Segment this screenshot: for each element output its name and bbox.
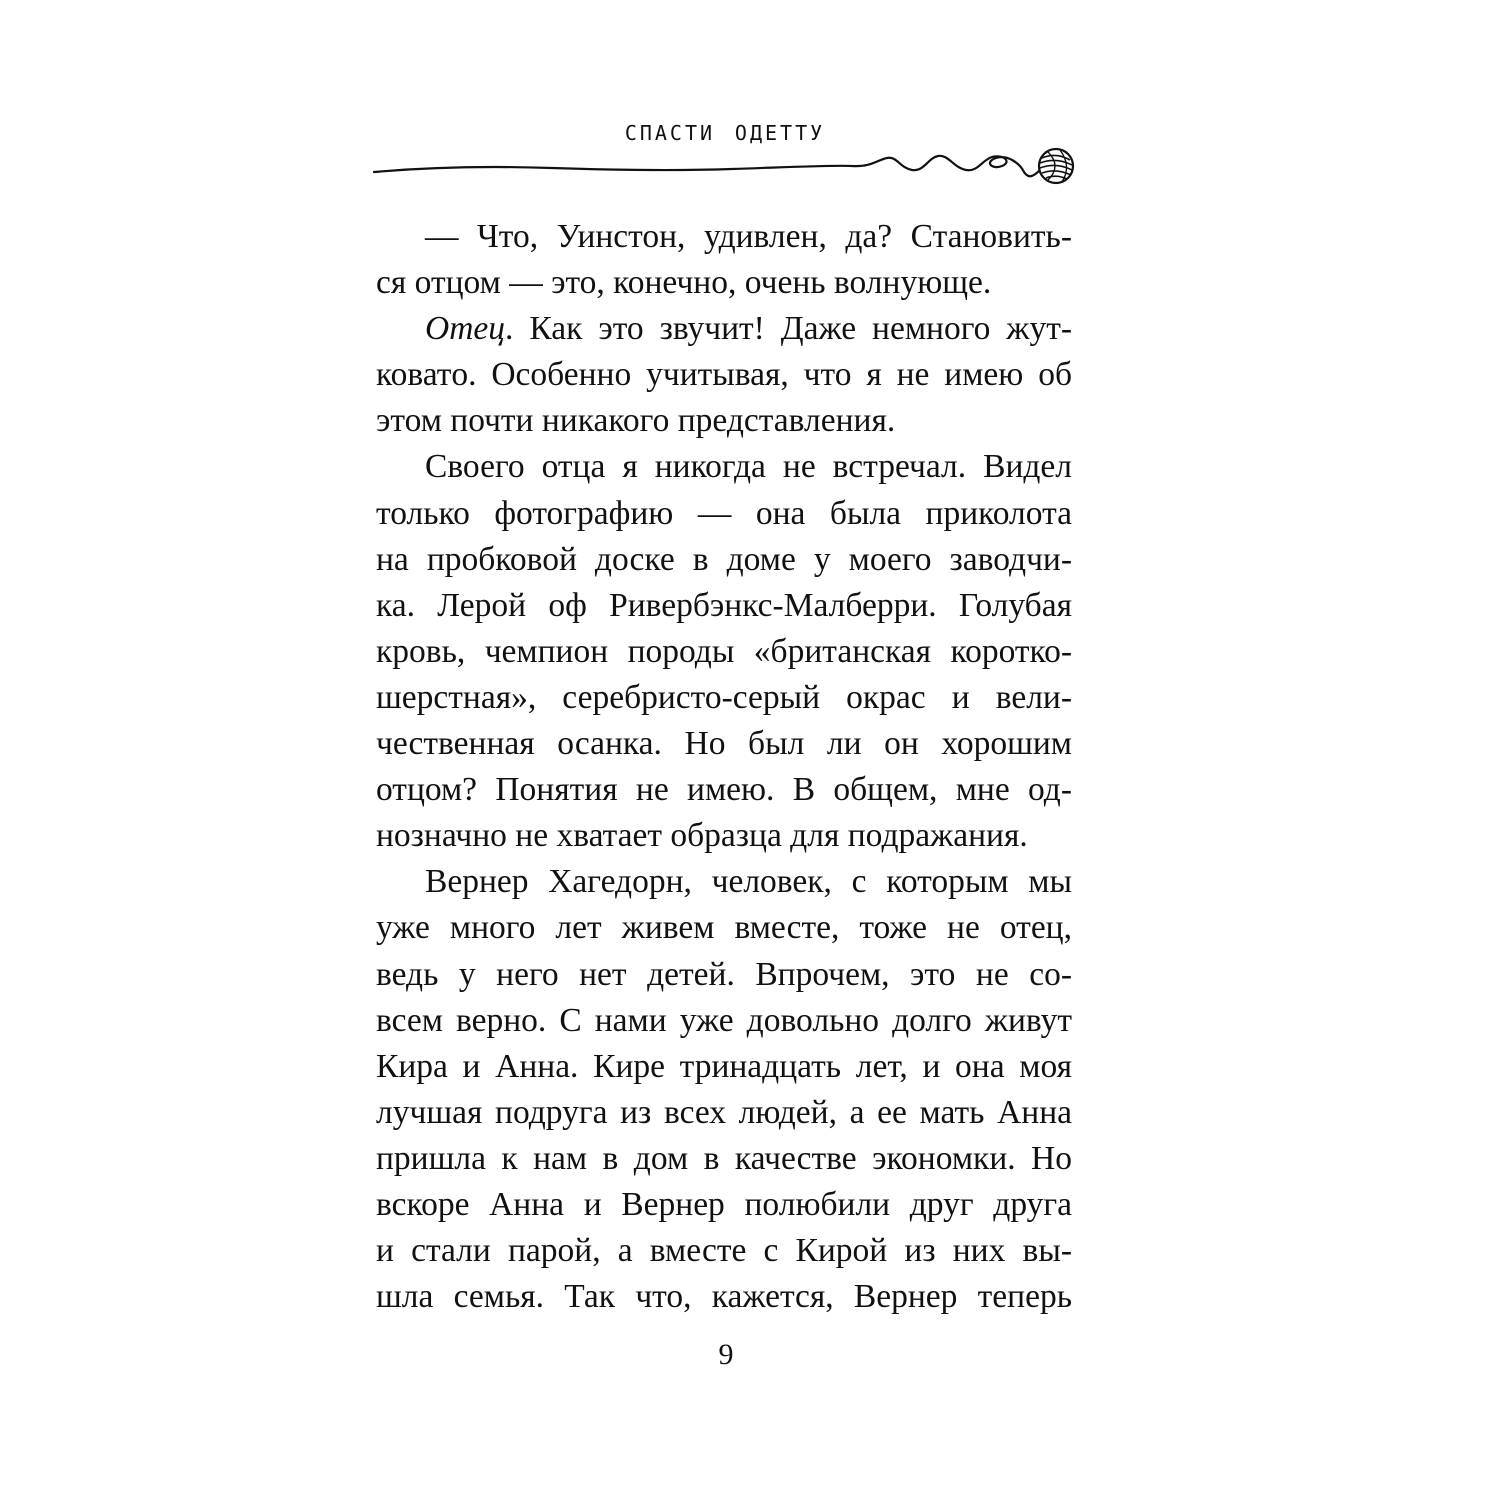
line-text: уже много лет живем вместе, тоже не отец, bbox=[376, 909, 1072, 947]
line-text: ка. Лерой оф Ривербэнкс-Малберри. Голубая bbox=[376, 586, 1072, 624]
line-text: чественная осанка. Но был ли он хорошим bbox=[376, 725, 1072, 763]
text-line bbox=[376, 767, 1072, 813]
line-text: лучшая подруга из всех людей, а ее мать Анна bbox=[376, 1093, 1072, 1131]
line-text: всем верно. С нами уже довольно долго живут bbox=[376, 1001, 1072, 1039]
line-text: . Как это звучит! Даже немного жут- bbox=[505, 310, 1072, 348]
text-line bbox=[376, 629, 1072, 675]
line-text: Кира и Анна. Кире тринадцать лет, и она моя bbox=[376, 1047, 1072, 1085]
line-text: отцом? Понятия не имею. В общем, мне од- bbox=[376, 771, 1072, 809]
running-head-title: спасти одетту bbox=[624, 114, 826, 147]
line-text: Вернер Хагедорн, человек, с которым мы bbox=[425, 863, 1072, 901]
line-text: нозначно не хватает образца для подражания. bbox=[376, 817, 1028, 855]
line-text: шла семья. Так что, кажется, Вернер теперь bbox=[376, 1278, 1072, 1316]
text-line bbox=[376, 1044, 1072, 1090]
text-line bbox=[376, 675, 1072, 721]
line-text: и стали парой, а вместе с Кирой из них вы- bbox=[376, 1232, 1072, 1270]
text-line bbox=[376, 859, 1072, 905]
text-line bbox=[376, 583, 1072, 629]
line-text: этом почти никакого представления. bbox=[376, 402, 896, 440]
line-text: Своего отца я никогда не встречал. Видел bbox=[425, 448, 1072, 486]
line-text: ведь у него нет детей. Впрочем, это не со- bbox=[376, 955, 1072, 993]
text-line bbox=[376, 1182, 1072, 1228]
line-text: — Что, Уинстон, удивлен, да? Становить- bbox=[425, 218, 1072, 255]
body-text bbox=[376, 214, 1072, 1320]
italic-word: Отец bbox=[425, 310, 506, 348]
text-line bbox=[376, 1136, 1072, 1182]
page-number: 9 bbox=[718, 1338, 734, 1371]
text-line bbox=[376, 813, 1072, 859]
yarn-ball-icon bbox=[372, 140, 1082, 200]
text-line bbox=[376, 1274, 1072, 1320]
text-line bbox=[376, 998, 1072, 1044]
line-text: вскоре Анна и Вернер полюбили друг друга bbox=[376, 1185, 1072, 1223]
text-line bbox=[376, 952, 1072, 998]
text-line bbox=[376, 444, 1072, 490]
line-text: кровь, чемпион породы «британская коротко- bbox=[376, 632, 1072, 670]
line-text: на пробковой доске в доме у моего заводчи- bbox=[376, 540, 1072, 578]
line-text: шерстная», серебристо-серый окрас и вели- bbox=[376, 678, 1072, 716]
line-text: пришла к нам в дом в качестве экономки. Но bbox=[376, 1139, 1072, 1177]
line-text: только фотографию — она была приколота bbox=[376, 494, 1072, 532]
text-line bbox=[376, 214, 1072, 260]
line-text: ся отцом — это, конечно, очень волнующе. bbox=[376, 264, 992, 302]
text-line bbox=[376, 398, 1072, 444]
line-text: коватo. Особенно учитывая, что я не имею об bbox=[376, 356, 1072, 394]
text-line bbox=[376, 537, 1072, 583]
text-line bbox=[376, 260, 1072, 306]
text-line bbox=[376, 491, 1072, 537]
text-line bbox=[376, 352, 1072, 398]
text-line bbox=[376, 905, 1072, 951]
text-line bbox=[376, 306, 1072, 352]
text-line bbox=[376, 1228, 1072, 1274]
text-line bbox=[376, 1090, 1072, 1136]
text-line bbox=[376, 721, 1072, 767]
